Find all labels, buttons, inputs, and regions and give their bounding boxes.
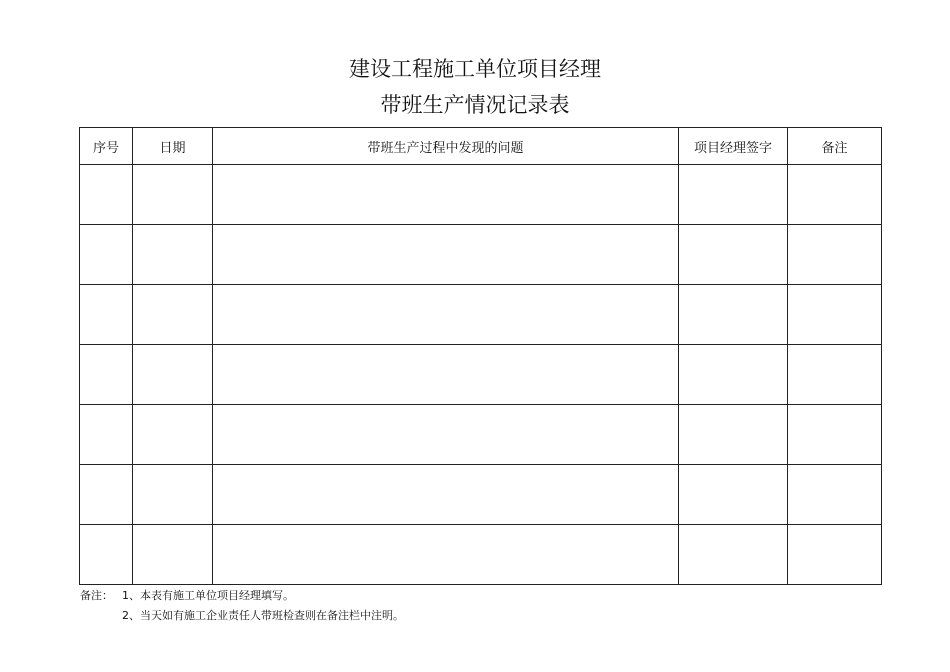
cell-date[interactable] xyxy=(133,525,213,585)
cell-index[interactable] xyxy=(80,525,133,585)
cell-signature[interactable] xyxy=(679,465,788,525)
cell-index[interactable] xyxy=(80,465,133,525)
note-item: 1、本表有施工单位项目经理填写。 xyxy=(122,589,294,602)
cell-issues[interactable] xyxy=(213,225,679,285)
cell-index[interactable] xyxy=(80,225,133,285)
cell-signature[interactable] xyxy=(679,525,788,585)
header-issues: 带班生产过程中发现的问题 xyxy=(213,128,679,165)
note-item: 2、当天如有施工企业责任人带班检查则在备注栏中注明。 xyxy=(122,609,404,622)
cell-remarks[interactable] xyxy=(788,165,882,225)
table-row xyxy=(80,465,882,525)
cell-remarks[interactable] xyxy=(788,225,882,285)
cell-date[interactable] xyxy=(133,345,213,405)
document-subtitle: 带班生产情况记录表 xyxy=(380,93,570,117)
cell-remarks[interactable] xyxy=(788,285,882,345)
table-header-row xyxy=(80,128,882,165)
cell-issues[interactable] xyxy=(213,465,679,525)
record-table xyxy=(79,127,882,585)
table-row xyxy=(80,345,882,405)
cell-date[interactable] xyxy=(133,465,213,525)
cell-signature[interactable] xyxy=(679,165,788,225)
cell-date[interactable] xyxy=(133,285,213,345)
cell-remarks[interactable] xyxy=(788,405,882,465)
header-index: 序号 xyxy=(80,128,133,165)
table-row xyxy=(80,225,882,285)
table-row xyxy=(80,525,882,585)
cell-issues[interactable] xyxy=(213,345,679,405)
cell-index[interactable] xyxy=(80,285,133,345)
cell-signature[interactable] xyxy=(679,225,788,285)
cell-remarks[interactable] xyxy=(788,345,882,405)
document-title: 建设工程施工单位项目经理 xyxy=(349,57,601,81)
cell-index[interactable] xyxy=(80,405,133,465)
cell-remarks[interactable] xyxy=(788,465,882,525)
note-line-1 xyxy=(80,586,404,606)
cell-date[interactable] xyxy=(133,225,213,285)
cell-issues[interactable] xyxy=(213,285,679,345)
table-row xyxy=(80,285,882,345)
cell-signature[interactable] xyxy=(679,345,788,405)
cell-remarks[interactable] xyxy=(788,525,882,585)
table-row xyxy=(80,405,882,465)
cell-issues[interactable] xyxy=(213,525,679,585)
cell-signature[interactable] xyxy=(679,405,788,465)
table-row xyxy=(80,165,882,225)
cell-issues[interactable] xyxy=(213,405,679,465)
note-line-2 xyxy=(80,606,404,626)
header-signature: 项目经理签字 xyxy=(679,128,788,165)
cell-signature[interactable] xyxy=(679,285,788,345)
cell-date[interactable] xyxy=(133,165,213,225)
notes-label: 备注： xyxy=(80,589,113,602)
cell-date[interactable] xyxy=(133,405,213,465)
notes-section xyxy=(80,586,404,626)
cell-index[interactable] xyxy=(80,165,133,225)
header-date: 日期 xyxy=(133,128,213,165)
cell-index[interactable] xyxy=(80,345,133,405)
header-remarks: 备注 xyxy=(788,128,882,165)
cell-issues[interactable] xyxy=(213,165,679,225)
